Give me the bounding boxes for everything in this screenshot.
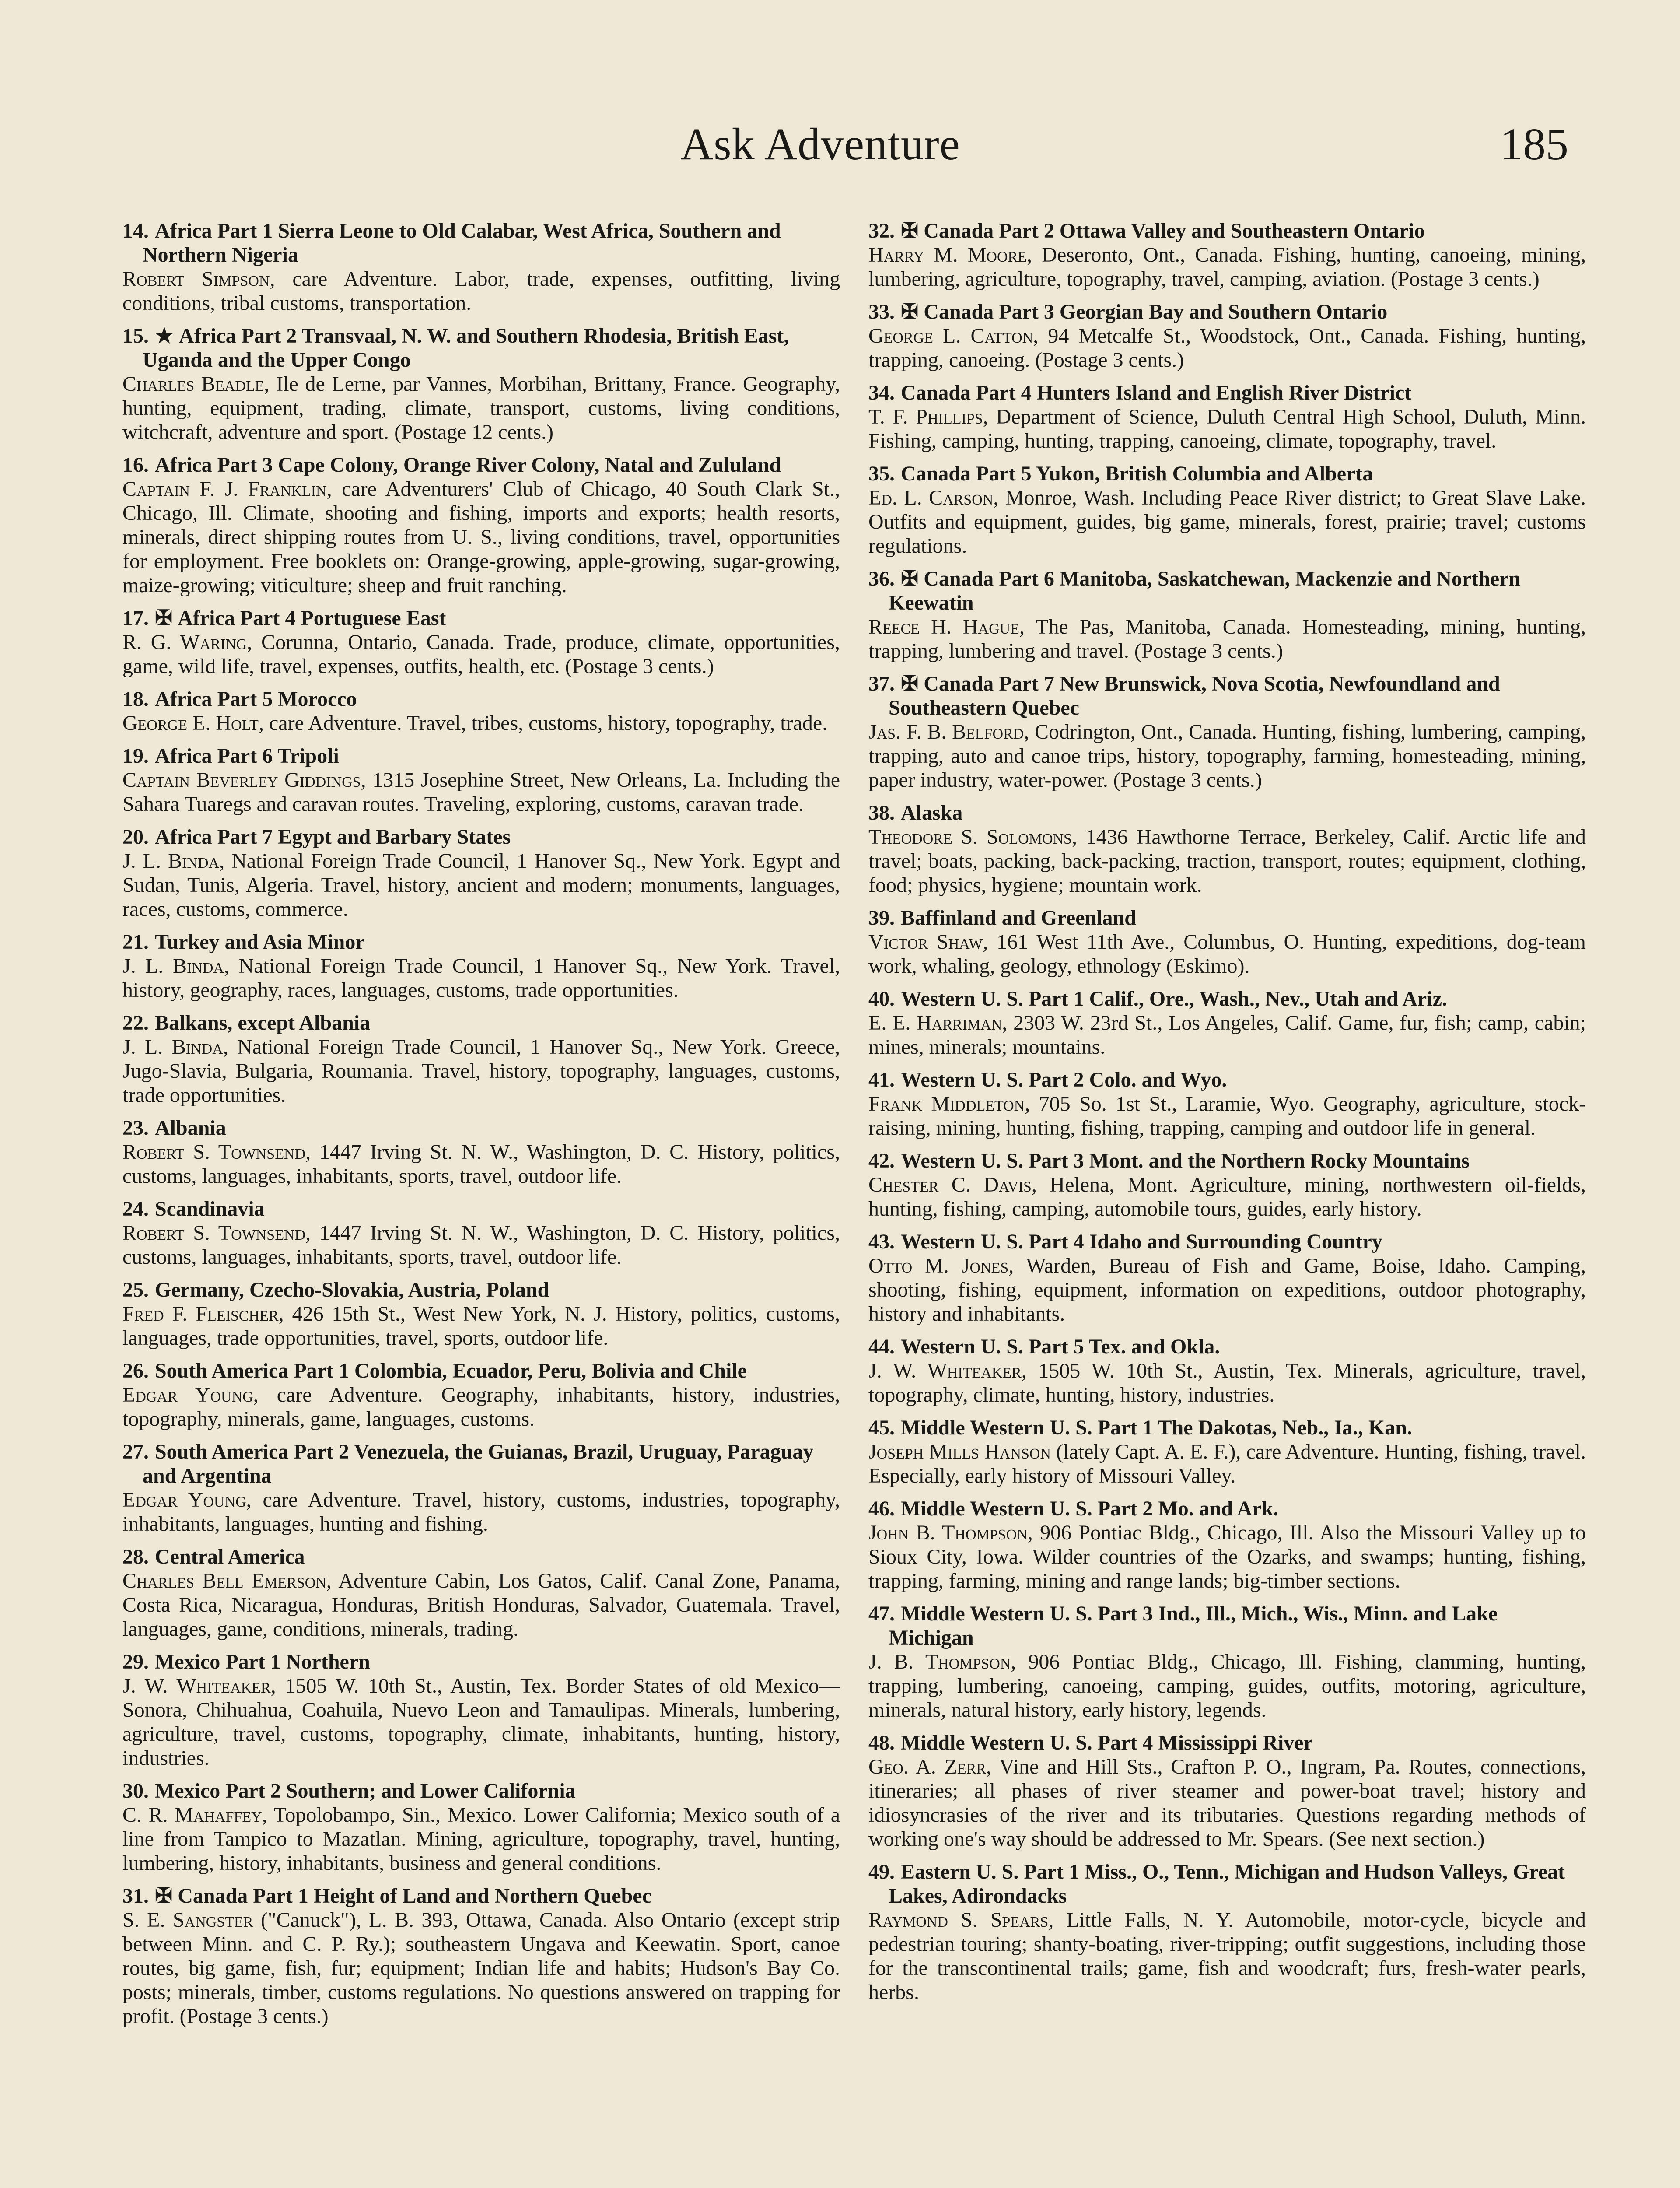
directory-entry — [868, 219, 1586, 291]
directory-entry — [868, 1230, 1586, 1326]
entry-description: , 1505 W. 10th St., Austin, Tex. Border States of old Mexico—Sonora, Chihuahua, Coahuila, Nuevo Leon and Tamaulipas. Minerals, lumbering, agriculture, travel, customs, topography, climate, inhabitants, hunting, history, industries. — [122, 1674, 840, 1770]
entry-heading — [122, 219, 840, 267]
page-number: 185 — [1500, 119, 1568, 169]
directory-entry — [122, 453, 840, 597]
editor-name: Robert S. Townsend — [122, 1221, 306, 1245]
cross-icon: ✠ — [901, 219, 919, 242]
entry-description: , Helena, Mont. Agriculture, mining, northwestern oil-fields, hunting, fishing, camping, automobile tours, guides, early history. — [868, 1173, 1586, 1220]
entry-number: 47. — [868, 1602, 895, 1625]
directory-entry — [122, 324, 840, 444]
entry-body — [122, 1674, 840, 1770]
entry-title: Western U. S. Part 5 Tex. and Okla. — [901, 1335, 1220, 1358]
directory-entry — [122, 1650, 840, 1770]
entry-body — [868, 1755, 1586, 1851]
entry-heading — [868, 1149, 1586, 1173]
entry-description: , care Adventure. Geography, inhabitants, history, industries, topography, minerals, game, languages, customs. — [122, 1383, 840, 1431]
entry-body — [868, 930, 1586, 978]
entry-title: Alaska — [901, 801, 963, 824]
entry-number: 25. — [122, 1278, 149, 1301]
entry-body — [122, 954, 840, 1002]
entry-title: Canada Part 3 Georgian Bay and Southern Ontario — [924, 300, 1388, 323]
directory-entry — [868, 462, 1586, 558]
entry-title: Baffinland and Greenland — [901, 906, 1136, 929]
entry-number: 38. — [868, 801, 895, 824]
entry-heading — [868, 801, 1586, 825]
entry-heading — [868, 1860, 1586, 1908]
directory-entry — [122, 1779, 840, 1875]
entry-heading — [868, 219, 1586, 243]
entry-description: , Deseronto, Ont., Canada. Fishing, hunting, canoeing, mining, lumbering, agriculture, topography, travel, camping, aviation. (Postage 3 cents.) — [868, 243, 1586, 291]
entry-description: , 1447 Irving St. N. W., Washington, D. C. History, politics, customs, languages, inhabitants, sports, travel, outdoor life. — [122, 1140, 840, 1188]
entry-heading — [122, 1359, 840, 1383]
entry-number: 44. — [868, 1335, 895, 1358]
directory-entry — [868, 672, 1586, 792]
entry-title: Central America — [155, 1545, 305, 1568]
entry-title: South America Part 2 Venezuela, the Guianas, Brazil, Uruguay, Paraguay and Argentina — [143, 1440, 814, 1487]
entry-description: , 906 Pontiac Bldg., Chicago, Ill. Fishing, clamming, hunting, trapping, lumbering, canoeing, camping, guides, outfits, motoring, agriculture, minerals, natural history, early history, legends. — [868, 1650, 1586, 1722]
entry-title: Canada Part 5 Yukon, British Columbia and Alberta — [901, 462, 1373, 485]
entry-heading — [868, 1068, 1586, 1092]
entry-number: 45. — [868, 1416, 895, 1439]
entry-title: Mexico Part 1 Northern — [155, 1650, 370, 1673]
entry-heading — [122, 1116, 840, 1140]
entry-number: 41. — [868, 1068, 895, 1091]
entry-number: 14. — [122, 219, 149, 242]
cross-icon: ✠ — [901, 672, 919, 695]
editor-name: J. W. Whiteaker — [122, 1674, 271, 1697]
entry-description: , Vine and Hill Sts., Crafton P. O., Ingram, Pa. Routes, connections, itineraries; all phases of river steamer and power-boat travel; history and idiosyncrasies of the river and its tributaries. Questions regarding methods of working one's way should be addressed to Mr. Spears. (See next section.) — [868, 1755, 1586, 1851]
directory-entry — [122, 687, 840, 735]
entry-heading — [122, 1545, 840, 1569]
entry-description: , 1436 Hawthorne Terrace, Berkeley, Calif. Arctic life and travel; boats, packing, back-packing, traction, transport, routes; equipment, clothing, food; physics, hygiene; mountain work. — [868, 825, 1586, 897]
directory-entry — [122, 1197, 840, 1269]
entry-title: Canada Part 1 Height of Land and Northern Quebec — [178, 1884, 651, 1907]
entry-number: 34. — [868, 381, 895, 404]
entry-heading — [868, 987, 1586, 1011]
entry-description: , National Foreign Trade Council, 1 Hanover Sq., New York. Travel, history, geography, races, languages, customs, trade opportunities. — [122, 954, 840, 1002]
editor-name: Jas. F. B. Belford — [868, 720, 1024, 743]
left-column — [122, 219, 840, 2037]
entry-body — [122, 1140, 840, 1188]
entry-number: 31. — [122, 1884, 149, 1907]
entry-number: 32. — [868, 219, 895, 242]
cross-icon: ✠ — [901, 567, 919, 590]
directory-entry — [122, 606, 840, 678]
entry-description: , 161 West 11th Ave., Columbus, O. Hunting, expeditions, dog-team work, whaling, geology, ethnology (Eskimo). — [868, 930, 1586, 978]
entry-title: Middle Western U. S. Part 1 The Dakotas, Neb., Ia., Kan. — [901, 1416, 1412, 1439]
entry-title: Africa Part 6 Tripoli — [155, 744, 339, 768]
entry-body — [868, 825, 1586, 897]
entry-body — [868, 324, 1586, 372]
entry-title: Canada Part 2 Ottawa Valley and Southeastern Ontario — [924, 219, 1425, 242]
cross-icon: ✠ — [901, 300, 919, 323]
entry-body — [122, 1035, 840, 1107]
entry-title: Middle Western U. S. Part 3 Ind., Ill., Mich., Wis., Minn. and Lake Michigan — [889, 1602, 1498, 1649]
directory-entry — [122, 1545, 840, 1641]
entry-body — [868, 1173, 1586, 1221]
entry-number: 30. — [122, 1779, 149, 1802]
entry-body — [868, 1440, 1586, 1488]
entry-body — [122, 630, 840, 678]
entry-title: Africa Part 1 Sierra Leone to Old Calabar, West Africa, Southern and Northern Nigeria — [143, 219, 781, 266]
entry-heading — [868, 567, 1586, 615]
entry-body — [122, 1488, 840, 1536]
directory-entry — [868, 1497, 1586, 1593]
entry-title: Africa Part 3 Cape Colony, Orange River Colony, Natal and Zululand — [155, 453, 781, 477]
entry-title: Western U. S. Part 1 Calif., Ore., Wash., Nev., Utah and Ariz. — [901, 987, 1447, 1010]
entry-heading — [122, 1278, 840, 1302]
entry-number: 39. — [868, 906, 895, 929]
entry-number: 24. — [122, 1197, 149, 1220]
editor-name: Edgar Young — [122, 1488, 246, 1511]
directory-entry — [868, 1335, 1586, 1407]
entry-title: Western U. S. Part 2 Colo. and Wyo. — [901, 1068, 1227, 1091]
editor-name: Robert S. Townsend — [122, 1140, 306, 1164]
entry-body — [122, 1383, 840, 1431]
entry-heading — [122, 687, 840, 711]
directory-entry — [868, 381, 1586, 453]
entry-body — [122, 711, 840, 735]
entry-heading — [122, 1779, 840, 1803]
entry-number: 28. — [122, 1545, 149, 1568]
entry-heading — [122, 1440, 840, 1488]
entry-description: , Monroe, Wash. Including Peace River district; to Great Slave Lake. Outfits and equipment, guides, big game, minerals, forest, prairie; travel; customs regulations. — [868, 486, 1586, 558]
entry-description: , 94 Metcalfe St., Woodstock, Ont., Canada. Fishing, hunting, trapping, canoeing. (Postage 3 cents.) — [868, 324, 1586, 372]
entry-body — [868, 1908, 1586, 2004]
editor-name: Harry M. Moore — [868, 243, 1027, 266]
editor-name: Charles Beadle — [122, 372, 264, 396]
entry-heading — [122, 744, 840, 768]
editor-name: Reece H. Hague — [868, 615, 1019, 638]
entry-number: 17. — [122, 607, 149, 630]
entry-heading — [122, 1011, 840, 1035]
entry-description: , Adventure Cabin, Los Gatos, Calif. Canal Zone, Panama, Costa Rica, Nicaragua, Honduras, British Honduras, Salvador, Guatemala. Travel, languages, game, conditions, minerals, trading. — [122, 1569, 840, 1641]
entry-title: Balkans, except Albania — [155, 1011, 371, 1034]
editor-name: J. W. Whiteaker — [868, 1359, 1022, 1382]
entry-title: Canada Part 4 Hunters Island and English River District — [901, 381, 1412, 404]
entry-title: Scandinavia — [155, 1197, 265, 1220]
entry-body — [868, 720, 1586, 792]
editor-name: T. F. Phillips — [868, 405, 983, 428]
entry-body — [122, 372, 840, 444]
directory-entry — [868, 300, 1586, 372]
entry-heading — [122, 453, 840, 477]
directory-entry — [868, 1149, 1586, 1221]
entry-body — [122, 267, 840, 315]
directory-entry — [122, 1359, 840, 1431]
directory-entry — [868, 567, 1586, 663]
entry-description: , National Foreign Trade Council, 1 Hanover Sq., New York. Egypt and Sudan, Tunis, Algeria. Travel, history, ancient and modern; monuments, languages, races, customs, commerce. — [122, 849, 840, 921]
entry-heading — [868, 1731, 1586, 1755]
entry-description: , care Adventurers' Club of Chicago, 40 South Clark St., Chicago, Ill. Climate, shooting and fishing, imports and exports; health resorts, minerals, direct shipping routes from U. S., living conditions, travel, opportunities for employment. Free booklets on: Orange-growing, apple-growing, sugar-growing, maize-growing; viticulture; sheep and fruit ranching. — [122, 477, 840, 597]
entry-body — [868, 1359, 1586, 1407]
entry-heading — [122, 1650, 840, 1674]
editor-name: Theodore S. Solomons — [868, 825, 1072, 849]
entry-number: 20. — [122, 825, 149, 849]
entry-description: , 1447 Irving St. N. W., Washington, D. C. History, politics, customs, languages, inhabitants, sports, travel, outdoor life. — [122, 1221, 840, 1269]
entry-body — [868, 1092, 1586, 1140]
entry-number: 27. — [122, 1440, 149, 1463]
entry-heading — [868, 906, 1586, 930]
entry-body — [868, 1650, 1586, 1722]
editor-name: Chester C. Davis — [868, 1173, 1032, 1196]
entry-body — [122, 477, 840, 597]
entry-body — [868, 243, 1586, 291]
entry-body — [868, 1521, 1586, 1593]
entry-number: 40. — [868, 987, 895, 1010]
entry-number: 33. — [868, 300, 895, 323]
entry-heading — [868, 1230, 1586, 1254]
entry-title: Western U. S. Part 4 Idaho and Surrounding Country — [901, 1230, 1382, 1253]
editor-name: J. L. Binda — [122, 954, 224, 978]
entry-heading — [868, 672, 1586, 720]
entry-description: , Corunna, Ontario, Canada. Trade, produce, climate, opportunities, game, wild life, travel, expenses, outfits, health, etc. (Postage 3 cents.) — [122, 631, 840, 678]
editor-name: Victor Shaw — [868, 930, 983, 954]
entry-number: 48. — [868, 1731, 895, 1754]
entry-title: Africa Part 7 Egypt and Barbary States — [155, 825, 511, 849]
cross-icon: ✠ — [155, 607, 173, 630]
directory-entry — [868, 1068, 1586, 1140]
entry-number: 36. — [868, 567, 895, 590]
entry-title: Canada Part 6 Manitoba, Saskatchewan, Mackenzie and Northern Keewatin — [889, 567, 1521, 614]
editor-name: J. L. Binda — [122, 849, 220, 873]
directory-entry — [122, 219, 840, 315]
directory-entry — [122, 1116, 840, 1188]
editor-name: S. E. Sangster — [122, 1908, 253, 1932]
star-icon: ★ — [155, 324, 174, 347]
entry-body — [868, 486, 1586, 558]
entry-number: 26. — [122, 1359, 149, 1382]
entry-title: Canada Part 7 New Brunswick, Nova Scotia, Newfoundland and Southeastern Quebec — [889, 672, 1500, 719]
entry-title: Mexico Part 2 Southern; and Lower California — [155, 1779, 576, 1802]
entry-heading — [122, 825, 840, 849]
entry-description: , 1505 W. 10th St., Austin, Tex. Minerals, agriculture, travel, topography, climate, hunting, history, industries. — [868, 1359, 1586, 1406]
entry-body — [122, 1803, 840, 1875]
entry-title: Africa Part 5 Morocco — [155, 687, 357, 711]
entry-heading — [122, 1884, 840, 1908]
entry-number: 35. — [868, 462, 895, 485]
entry-description: , Ile de Lerne, par Vannes, Morbihan, Brittany, France. Geography, hunting, equipment, trading, climate, transport, customs, living conditions, witchcraft, adventure and sport. (Postage 12 cents.) — [122, 372, 840, 444]
entry-number: 29. — [122, 1650, 149, 1673]
editor-name: Captain F. J. Franklin — [122, 477, 327, 501]
page-header — [0, 118, 1680, 184]
editor-name: Raymond S. Spears — [868, 1908, 1049, 1932]
editor-name: Charles Bell Emerson — [122, 1569, 326, 1592]
entry-title: Western U. S. Part 3 Mont. and the Northern Rocky Mountains — [901, 1149, 1470, 1172]
entry-number: 42. — [868, 1149, 895, 1172]
editor-name: Frank Middleton — [868, 1092, 1025, 1115]
directory-entry — [868, 801, 1586, 897]
entry-description: , 2303 W. 23rd St., Los Angeles, Calif. Game, fur, fish; camp, cabin; mines, minerals; mountains. — [868, 1011, 1586, 1059]
directory-entry — [868, 1860, 1586, 2004]
entry-title: South America Part 1 Colombia, Ecuador, Peru, Bolivia and Chile — [155, 1359, 747, 1382]
entry-description: , Department of Science, Duluth Central High School, Duluth, Minn. Fishing, camping, hunting, trapping, canoeing, climate, topography, travel. — [868, 405, 1586, 452]
cross-icon: ✠ — [155, 1884, 173, 1907]
entry-body — [868, 615, 1586, 663]
entry-heading — [868, 1416, 1586, 1440]
editor-name: George L. Catton — [868, 324, 1033, 347]
entry-body — [122, 1569, 840, 1641]
entry-number: 18. — [122, 687, 149, 711]
directory-entry — [122, 1278, 840, 1350]
entry-description: , 426 15th St., West New York, N. J. History, politics, customs, languages, trade opportunities, travel, sports, outdoor life. — [122, 1302, 840, 1350]
entry-heading — [122, 930, 840, 954]
entry-heading — [122, 324, 840, 372]
directory-entry — [122, 1440, 840, 1536]
directory-entry — [868, 1416, 1586, 1488]
entry-title: Africa Part 2 Transvaal, N. W. and Southern Rhodesia, British East, Uganda and the Upper Congo — [143, 324, 789, 372]
entry-heading — [868, 1497, 1586, 1521]
entry-body — [122, 849, 840, 921]
entry-description: , National Foreign Trade Council, 1 Hanover Sq., New York. Greece, Jugo-Slavia, Bulgaria, Roumania. Travel, history, topography, languages, customs, trade opportunities. — [122, 1035, 840, 1107]
entry-number: 22. — [122, 1011, 149, 1034]
entry-title: Eastern U. S. Part 1 Miss., O., Tenn., Michigan and Hudson Valleys, Great Lakes, Adirondacks — [889, 1860, 1565, 1907]
entry-body — [122, 1908, 840, 2028]
entry-description: (lately Capt. A. E. F.), care Adventure. Hunting, fishing, travel. Especially, early history of Missouri Valley. — [868, 1440, 1586, 1487]
entry-title: Turkey and Asia Minor — [155, 930, 365, 954]
directory-entry — [868, 987, 1586, 1059]
entry-heading — [868, 1335, 1586, 1359]
entry-body — [868, 405, 1586, 453]
directory-entry — [868, 1602, 1586, 1722]
entry-number: 46. — [868, 1497, 895, 1520]
editor-name: Edgar Young — [122, 1383, 253, 1406]
editor-name: J. B. Thompson — [868, 1650, 1011, 1673]
entry-number: 19. — [122, 744, 149, 768]
entry-title: Germany, Czecho-Slovakia, Austria, Poland — [155, 1278, 550, 1301]
entry-heading — [868, 381, 1586, 405]
directory-entry — [868, 906, 1586, 978]
entry-heading — [122, 1197, 840, 1221]
entry-heading — [868, 1602, 1586, 1650]
editor-name: E. E. Harriman — [868, 1011, 1002, 1034]
entry-number: 43. — [868, 1230, 895, 1253]
entry-description: , The Pas, Manitoba, Canada. Homesteading, mining, hunting, trapping, lumbering and travel. (Postage 3 cents.) — [868, 615, 1586, 663]
entry-description: , Topolobampo, Sin., Mexico. Lower California; Mexico south of a line from Tampico to Mazatlan. Mining, agriculture, topography, travel, hunting, lumbering, history, inhabitants, business and general conditions. — [122, 1803, 840, 1875]
editor-name: Joseph Mills Hanson — [868, 1440, 1051, 1463]
right-column — [868, 219, 1586, 2013]
entry-description: , 906 Pontiac Bldg., Chicago, Ill. Also the Missouri Valley up to Sioux City, Iowa. Wilder countries of the Ozarks, and swamps; hunting, fishing, trapping, farming, mining and range lands; big-timber sections. — [868, 1521, 1586, 1592]
entry-description: , care Adventure. Travel, tribes, customs, history, topography, trade. — [258, 712, 828, 735]
entry-number: 16. — [122, 453, 149, 477]
editor-name: Fred F. Fleischer — [122, 1302, 279, 1325]
directory-entry — [122, 1011, 840, 1107]
entry-body — [868, 1011, 1586, 1059]
editor-name: R. G. Waring — [122, 631, 247, 654]
editor-name: John B. Thompson — [868, 1521, 1028, 1544]
entry-title: Africa Part 4 Portuguese East — [178, 607, 446, 630]
entry-heading — [868, 462, 1586, 486]
directory-entry — [868, 1731, 1586, 1851]
directory-entry — [122, 744, 840, 816]
editor-name: Ed. L. Carson — [868, 486, 994, 509]
entry-number: 15. — [122, 324, 149, 347]
directory-entry — [122, 825, 840, 921]
entry-body — [868, 1254, 1586, 1326]
entry-body — [122, 1302, 840, 1350]
entry-number: 21. — [122, 930, 149, 954]
entry-body — [122, 1221, 840, 1269]
entry-description: , care Adventure. Travel, history, customs, industries, topography, inhabitants, languages, hunting and fishing. — [122, 1488, 840, 1536]
entry-description: , Warden, Bureau of Fish and Game, Boise, Idaho. Camping, shooting, fishing, equipment, information on expeditions, outdoor photography, history and inhabitants. — [868, 1254, 1586, 1325]
running-title: Ask Adventure — [680, 119, 960, 169]
entry-number: 49. — [868, 1860, 895, 1883]
editor-name: Geo. A. Zerr — [868, 1755, 987, 1778]
editor-name: Otto M. Jones — [868, 1254, 1009, 1277]
editor-name: George E. Holt — [122, 712, 259, 735]
directory-entry — [122, 930, 840, 1002]
directory-entry — [122, 1884, 840, 2028]
entry-heading — [122, 606, 840, 630]
editor-name: J. L. Binda — [122, 1035, 223, 1059]
editor-name: Robert Simpson — [122, 267, 270, 291]
editor-name: C. R. Mahaffey — [122, 1803, 262, 1827]
editor-name: Captain Beverley Giddings — [122, 768, 361, 792]
entry-title: Middle Western U. S. Part 2 Mo. and Ark. — [901, 1497, 1279, 1520]
entry-heading — [868, 300, 1586, 324]
entry-description: , Little Falls, N. Y. Automobile, motor-cycle, bicycle and pedestrian touring; shanty-boating, river-tripping; outfit suggestions, including those for the transcontinental trails; game, fish and woodcraft; furs, fresh-water pearls, herbs. — [868, 1908, 1586, 2004]
entry-description: , Codrington, Ont., Canada. Hunting, fishing, lumbering, camping, trapping, auto and canoe trips, history, topography, farming, homesteading, mining, paper industry, water-power. (Postage 3 cents.) — [868, 720, 1586, 792]
entry-number: 37. — [868, 672, 895, 695]
entry-description: , 705 So. 1st St., Laramie, Wyo. Geography, agriculture, stock-raising, mining, hunting, fishing, trapping, camping and outdoor life in general. — [868, 1092, 1586, 1140]
entry-title: Middle Western U. S. Part 4 Mississippi River — [901, 1731, 1313, 1754]
entry-description: , care Adventure. Labor, trade, expenses, outfitting, living conditions, tribal customs, transportation. — [122, 267, 840, 315]
entry-number: 23. — [122, 1116, 149, 1140]
entry-body — [122, 768, 840, 816]
entry-description: ("Canuck"), L. B. 393, Ottawa, Canada. Also Ontario (except strip between Minn. and C. P. Ry.); southeastern Ungava and Keewatin. Sport, canoe routes, big game, fish, fur; equipment; Indian life and habits; Hudson's Bay Co. posts; minerals, timber, customs regulations. No questions answered on trapping for profit. (Postage 3 cents.) — [122, 1908, 840, 2028]
entry-description: , 1315 Josephine Street, New Orleans, La. Including the Sahara Tuaregs and caravan routes. Traveling, exploring, customs, caravan trade. — [122, 768, 840, 816]
entry-title: Albania — [155, 1116, 226, 1140]
